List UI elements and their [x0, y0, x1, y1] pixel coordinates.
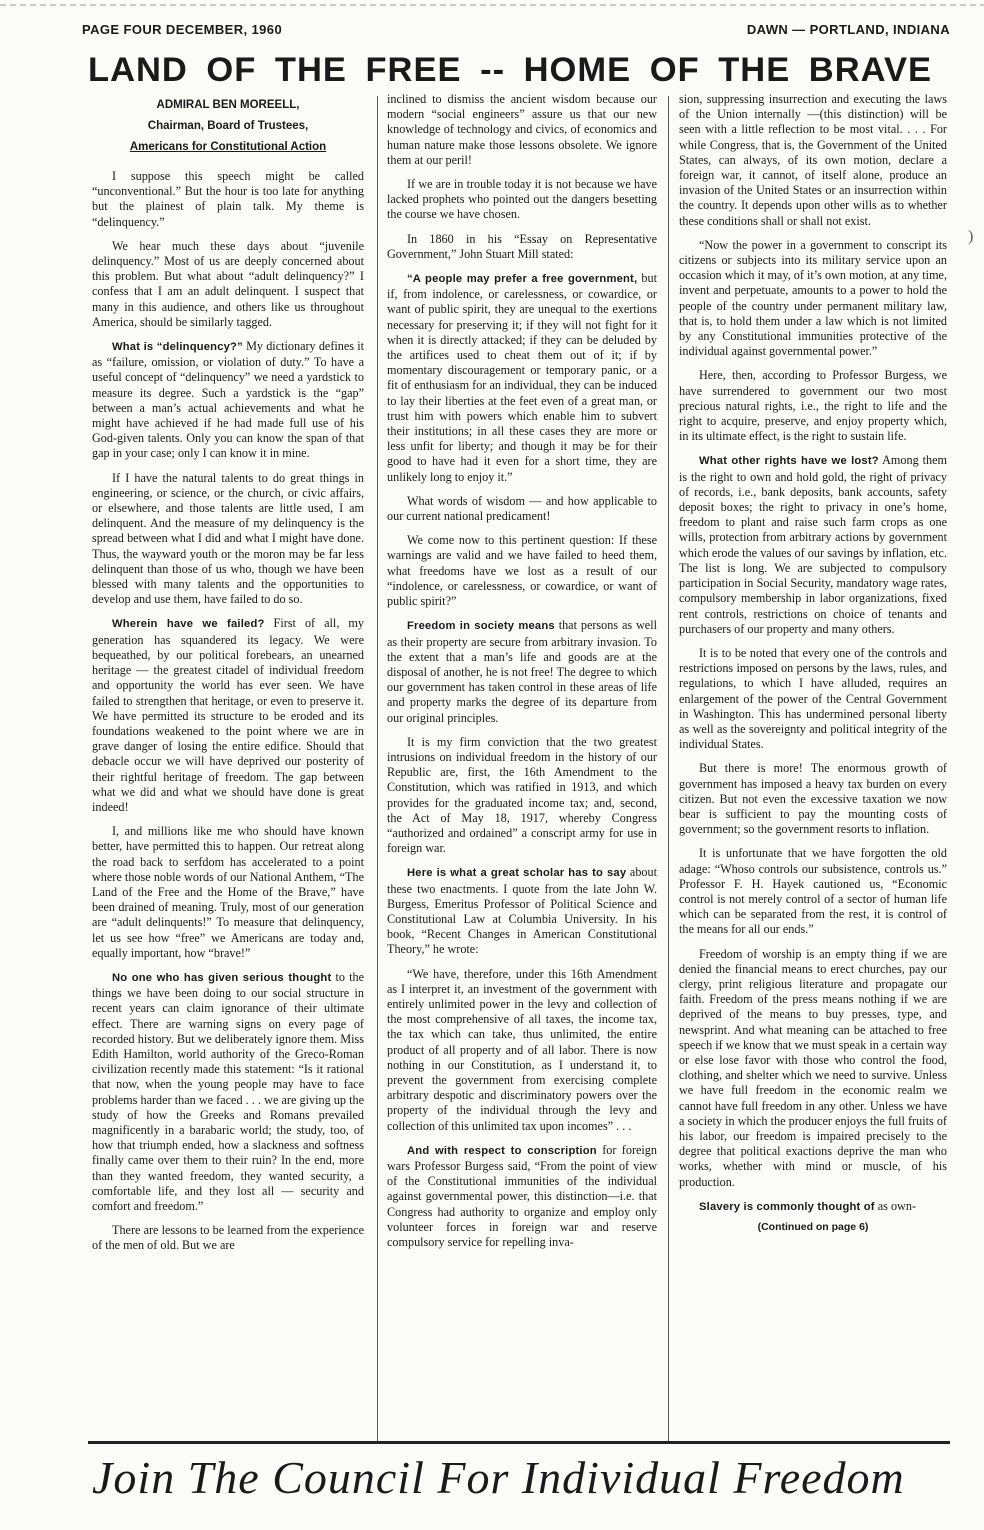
- continued-note: (Continued on page 6): [757, 1221, 869, 1234]
- paragraph: I, and millions like me who should have known better, have permitted this to happen. Our retreat along the road back to serfdom has accelerated to a point where those noble words of our National Anthem, “The Land of the Free and the Home of the Brave,” have been drained of meaning. Truly, most of our generation are “adult delinquents!” To measure that delinquency, let us see how “free” we Americans are today and, equally important, how “brave!”: [92, 824, 364, 960]
- paragraph: inclined to dismiss the ancient wisdom because our modern “social engineers” assure us that our new knowledge of technology and civics, of economics and human nature make those lessons obsolete. We ignore them at our peril!: [387, 92, 657, 167]
- column-divider: [377, 96, 378, 1441]
- column-divider: [668, 96, 669, 1441]
- paragraph: Slavery is commonly thought of as own-: [699, 1198, 916, 1213]
- byline-name: ADMIRAL BEN MOREELL,: [156, 99, 300, 111]
- paragraph: What is “delinquency?” My dictionary defines it as “failure, omission, or violation of duty.” To have a useful concept of “delinquency” we need a yardstick to measure its degree. Such a yardstick is the “gap” between a man’s actual achievements and what he might have achieved if he had made full use of his God-given talents. Only you can know the span of that gap in your case; only I can know it in mine.: [92, 339, 364, 461]
- paragraph: Here is what a great scholar has to say about these two enactments. I quote from the late John W. Burgess, Emeritus Professor of Political Science and Constitutional Law at Columbia University. In his book, “Recent Changes in American Constitutional Theory,” he wrote:: [387, 865, 657, 957]
- paragraph: I suppose this speech might be called “unconventional.” But the hour is too late for anything but the plainest of plain talk. My theme is “delinquency.”: [92, 169, 364, 229]
- paragraph: But there is more! The enormous growth of government has imposed a heavy tax burden on every citizen. But not even the excessive taxation we now bear is sufficient to pay the mounting costs of government; so the government resorts to inflation.: [679, 761, 947, 837]
- subhead: Here is what a great scholar has to say: [407, 867, 627, 880]
- paragraph: No one who has given serious thought to the things we have been doing to our social structure in recent years can claim ignorance of their ultimate effect. There are warning signs on every page of recorded history. But we deliberately ignore them. Miss Edith Hamilton, world authority of the Greco-Roman civilization recently made this statement: “Is it rational that now, when the young people may have to face problems harder than we faced . . . we are giving up the study of how the Greeks and Romans prevailed magnificently in a barabaric world; the study, too, of how that triumph ended, how a slackness and softness finally came over them to their ruin? In the end, more than they wanted freedom, they wanted security, a comfortable life, and they lost all — security and comfort and freedom.”: [92, 969, 364, 1213]
- paragraph: In 1860 in his “Essay on Representative Government,” John Stuart Mill stated:: [387, 231, 657, 261]
- subhead: Wherein have we failed?: [112, 618, 265, 631]
- paragraph: Freedom of worship is an empty thing if we are denied the financial means to erect churches, pay our clergy, print religious literature and propagate our faith. Freedom of the press means nothing if we are deprived of the means to buy presses, type, and newsprint. And what meaning can be attached to free speech if we know that we must speak in a certain way or else lose favor with those who control the food, clothing, and shelter which we need to survive. Unless we have full freedom in the economic realm we cannot have full freedom in any other. Unless we have a society in which the producer enjoys the full fruits of his labor, our freedom is impaired precisely to the degree that political exactions deprive the man who works, whether with mind or muscle, of his production.: [679, 946, 947, 1189]
- headline: LAND OF THE FREE -- HOME OF THE BRAVE: [88, 51, 933, 89]
- subhead: And with respect to conscription: [407, 1144, 597, 1157]
- paragraph: Here, then, according to Professor Burgess, we have surrendered to government our two most precious natural rights, i.e., the right to life and the right to acquire, preserve, and enjoy property which, in its ultimate effect, is the right to sustain life.: [679, 368, 947, 444]
- byline-title: Chairman, Board of Trustees,: [147, 120, 309, 132]
- paragraph: It is to be noted that every one of the controls and restrictions imposed on persons by the laws, rules, and regulations, to which I have alluded, requires an enlargement of the power of the Central Government in Washington. This has undermined personal liberty as well as the sovereignty and political integrity of the individual States.: [679, 645, 947, 752]
- subhead: Freedom in society means: [407, 620, 555, 633]
- header-right: DAWN — PORTLAND, INDIANA: [746, 22, 950, 37]
- subhead: No one who has given serious thought: [112, 971, 332, 984]
- paragraph: Wherein have we failed? First of all, my generation has squandered its legacy. We were bequeathed, by our political forebears, an unearned heritage — the greatest citadel of individual freedom and opportunity the world has ever seen. We have failed to strengthen that heritage, or even to preserve it. We have permitted its structure to be eroded and its foundations weakened to the point where we are in grave danger of losing the entire edifice. Should that debacle occur we will have deprived our posterity of their rightful heritage of freedom. The gap between what we did and what we should have done is great indeed!: [92, 616, 364, 814]
- quotation: “A people may prefer a free government, but if, from indolence, or carelessness, or cowardice, or want of public spirit, they are unequal to the exertions necessary for preserving it; if they will not fight for it when it is directly attacked; if they can be deluded by the artifices used to cheat them out of it; if by momentary discouragement or temporary panic, or a fit of enthusiasm for an individual, they can be induced to lay their liberties at the feet even of a great man, or trust him with powers which enable him to subvert their institutions; in all these cases they are more or less unfit for liberty; and though it may be for their good to have had it even for a short time, they are unlikely long to enjoy it.”: [387, 271, 657, 484]
- paragraph: It is unfortunate that we have forgotten the old adage: “Whoso controls our subsistence, controls us.” Professor F. H. Hayek cautioned us, “Economic control is not merely control of a sector of human life which can be separated from the rest, it is control of the means for all our ends.”: [679, 846, 947, 937]
- paragraph: We come now to this pertinent question: If these warnings are valid and we have failed to heed them, what freedoms have we lost as a result of our “indolence, or carelessness, or cowardice, or want of public spirit?”: [387, 533, 657, 609]
- top-dotted-rule: [0, 4, 984, 6]
- page-header: [82, 22, 950, 37]
- quotation: “We have, therefore, under this 16th Amendment as I interpret it, an investment of the government with entirely unlimited power in the levy and collection of the most comprehensive of all taxes, the income tax, the tax which can take, thus unlimited, the entire product of all property and of all labor. There is now nothing in our Constitution, as I understand it, to prevent the government from exercising complete arbitrary despotic and discriminatory powers over the property of the individual through the levy and collection of this unlimited tax upon incomes” . . .: [387, 966, 657, 1133]
- byline: [92, 98, 364, 155]
- paragraph: It is my firm conviction that the two greatest intrusions on individual freedom in the history of our Republic are, first, the 16th Amendment to the Constitution, which was ratified in 1913, and which provides for the graduated income tax; and, second, the Act of May 18, 1917, whereby Congress “authorized and ordained” a conscript army for use in foreign war.: [387, 734, 657, 856]
- paragraph: And with respect to conscription for foreign wars Professor Burgess said, “From the point of view of the Constitutional immunities of the individual against governmental power, this distinction—i.e. that Congress had authority to organize and employ only volunteer forces in foreign war and reserve compulsory service for repelling inva-: [387, 1142, 657, 1250]
- article-column-2: [387, 92, 657, 1447]
- subhead: What is “delinquency?”: [112, 341, 243, 354]
- paragraph: Freedom in society means that persons as well as their property are secure from arbitrary invasion. To the extent that a man’s life and goods are at the disposal of another, he is not free! The degree to which our government has taken control in these areas of life and property marks the degree of its departure from our original principles.: [387, 618, 657, 725]
- paragraph: If we are in trouble today it is not because we have lacked prophets who pointed out the dangers besetting the course we have chosen.: [387, 177, 657, 222]
- paragraph: What words of wisdom — and how applicable to our current national predicament!: [387, 493, 657, 524]
- paragraph: What other rights have we lost? Among them is the right to own and hold gold, the right of privacy of records, i.e., bank deposits, bank accounts, safety deposit boxes; the right to privacy in one’s home, freedom to plant and raise such farm crops as one wills, protection from arbitrary actions by government which erode the values of our savings by inflation, etc. The list is long. We are subjected to compulsory participation in Social Security, mandatory wage rates, compulsory membership in labor organizations, fixed rent controls, restrictions on choice of tenants and purchasers of our property and many others.: [679, 453, 947, 636]
- paragraph: “Now the power in a government to conscript its citizens or subjects into its military service upon an occasion which it may, of it’s own motion, at any time, invent and perpetuate, amounts to a power to hold the people of the country under permanent military law, that is, to hold them under a law which is not limited by any Constitutional immunities protective of the individual against governmental power.”: [679, 237, 947, 359]
- subhead: Slavery is commonly thought of: [699, 1200, 875, 1213]
- margin-mark: ): [968, 228, 974, 245]
- bottom-rule: [88, 1441, 950, 1444]
- subhead: What other rights have we lost?: [699, 455, 879, 468]
- subhead: “A people may prefer a free government,: [407, 273, 638, 286]
- paragraph: There are lessons to be learned from the experience of the men of old. But we are: [92, 1223, 364, 1253]
- header-left: PAGE FOUR DECEMBER, 1960: [82, 22, 283, 37]
- article-column-3: [679, 92, 947, 1447]
- article-column-1: [92, 92, 364, 1442]
- footer-slogan: Join The Council For Individual Freedom: [92, 1452, 905, 1503]
- byline-org: Americans for Constitutional Action: [129, 141, 327, 153]
- paragraph: We hear much these days about “juvenile delinquency.” Most of us are deeply concerned about this problem. But what about “adult delinquency?” I confess that I am an adult delinquent. I suspect that many in this audience, and others like us throughout America, should be similarly tagged.: [92, 238, 364, 329]
- paragraph: If I have the natural talents to do great things in engineering, or science, or the church, or civic affairs, or elsewhere, and those talents are little used, I am delinquent. And the measure of my delinquency is the spread between what I did and what I might have done. Thus, the wayward youth or the moron may be far less delinquent than those of us who, though we have been blessed with many talents and the opportunities to develop and use them, have failed to do so.: [92, 470, 364, 607]
- paragraph: sion, suppressing insurrection and executing the laws of the Union internally —(this distinction) will be seen with a little reflection to be most vital. . . . For while Congress, that is, the Government of the United States, can always, of its own motion, declare a foreign war, it cannot, of itself alone, produce an invasion of the United States or an insurrection within the country. It depends upon other wills as to whether these conditions shall or shall not exist.: [679, 92, 947, 228]
